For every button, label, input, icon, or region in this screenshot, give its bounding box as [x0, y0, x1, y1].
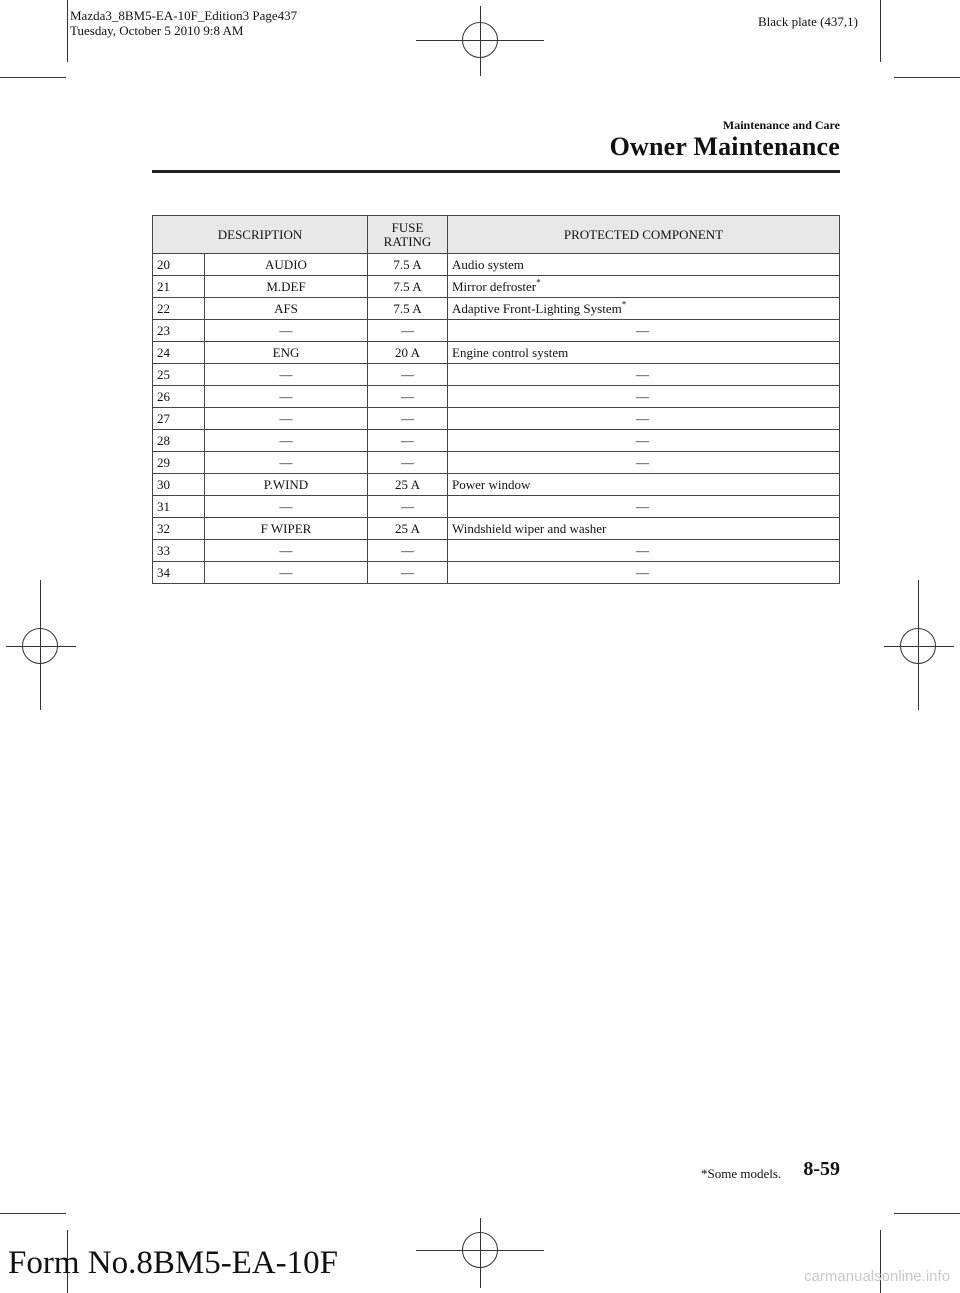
- fuse-rating: —: [368, 430, 448, 452]
- fuse-description: AFS: [205, 298, 368, 320]
- fuse-number: 23: [153, 320, 205, 342]
- table-row: [153, 254, 840, 276]
- component-text: Windshield wiper and washer: [452, 520, 607, 536]
- crop-mark: [880, 0, 881, 62]
- header-description: DESCRIPTION: [153, 216, 368, 254]
- protected-component: [448, 562, 840, 584]
- fuse-description: —: [205, 386, 368, 408]
- table-row: [153, 518, 840, 540]
- page-title: Owner Maintenance: [609, 132, 840, 161]
- footnote-star: *: [536, 277, 541, 288]
- table-row: [153, 408, 840, 430]
- component-text: Mirror defroster: [452, 278, 537, 294]
- fuse-rating: 7.5 A: [368, 298, 448, 320]
- protected-component: [448, 254, 840, 276]
- fuse-rating: 25 A: [368, 474, 448, 496]
- table-row: [153, 474, 840, 496]
- fuse-number: 32: [153, 518, 205, 540]
- component-text: Power window: [452, 476, 531, 492]
- fuse-rating: —: [368, 562, 448, 584]
- table-row: [153, 562, 840, 584]
- registration-mark-right: [900, 628, 936, 664]
- fuse-description: M.DEF: [205, 276, 368, 298]
- registration-mark-bottom: [462, 1232, 498, 1268]
- component-text: Adaptive Front-Lighting System: [452, 300, 622, 316]
- header-protected-component: PROTECTED COMPONENT: [448, 216, 840, 254]
- protected-component: [448, 540, 840, 562]
- slug-line-1: Mazda3_8BM5-EA-10F_Edition3 Page437: [70, 8, 298, 23]
- table-row: [153, 276, 840, 298]
- protected-component: [448, 342, 840, 364]
- fuse-description: P.WIND: [205, 474, 368, 496]
- fuse-rating: —: [368, 364, 448, 386]
- table-row: [153, 386, 840, 408]
- header-fuse-rating: [368, 216, 448, 254]
- fuse-rating: —: [368, 540, 448, 562]
- protected-component: [448, 496, 840, 518]
- registration-mark-left: [22, 628, 58, 664]
- fuse-description: AUDIO: [205, 254, 368, 276]
- crop-mark: [894, 1213, 960, 1214]
- protected-component: [448, 452, 840, 474]
- component-text: —: [636, 564, 649, 580]
- fuse-rating: 20 A: [368, 342, 448, 364]
- fuse-description: —: [205, 364, 368, 386]
- fuse-number: 33: [153, 540, 205, 562]
- fuse-number: 24: [153, 342, 205, 364]
- crop-mark: [0, 1213, 66, 1214]
- section-label: Maintenance and Care: [722, 118, 840, 132]
- header-rule: [152, 170, 840, 173]
- fuse-number: 22: [153, 298, 205, 320]
- protected-component: [448, 298, 840, 320]
- component-text: —: [636, 542, 649, 558]
- header-rating-line-1: FUSE: [391, 219, 424, 235]
- table-row: [153, 320, 840, 342]
- fuse-description: —: [205, 430, 368, 452]
- protected-component: [448, 474, 840, 496]
- protected-component: [448, 364, 840, 386]
- watermark: carmanualsonline.info: [804, 1268, 950, 1285]
- table-row: [153, 364, 840, 386]
- table-row: [153, 540, 840, 562]
- crop-mark: [894, 77, 960, 78]
- slug-line-2: Tuesday, October 5 2010 9:8 AM: [70, 23, 244, 38]
- protected-component: [448, 386, 840, 408]
- fuse-number: 27: [153, 408, 205, 430]
- print-slug: [70, 8, 297, 38]
- component-text: Engine control system: [452, 344, 569, 360]
- table-row: [153, 298, 840, 320]
- protected-component: [448, 518, 840, 540]
- fuse-number: 26: [153, 386, 205, 408]
- plate-label: Black plate (437,1): [758, 14, 858, 29]
- fuse-number: 31: [153, 496, 205, 518]
- component-text: —: [636, 454, 649, 470]
- fuse-number: 20: [153, 254, 205, 276]
- fuse-rating: —: [368, 452, 448, 474]
- protected-component: [448, 320, 840, 342]
- component-text: —: [636, 388, 649, 404]
- page-number: 8-59: [803, 1158, 840, 1180]
- fuse-rating: 7.5 A: [368, 254, 448, 276]
- component-text: —: [636, 366, 649, 382]
- protected-component: [448, 408, 840, 430]
- table-body: [153, 254, 840, 584]
- footnote-some-models: *Some models.: [701, 1166, 782, 1181]
- fuse-description: F WIPER: [205, 518, 368, 540]
- fuse-number: 29: [153, 452, 205, 474]
- form-number: Form No.8BM5-EA-10F: [8, 1245, 339, 1281]
- footnote-star: *: [621, 299, 627, 310]
- crop-mark: [67, 0, 68, 62]
- fuse-number: 25: [153, 364, 205, 386]
- component-text: —: [636, 432, 649, 448]
- fuse-number: 28: [153, 430, 205, 452]
- fuse-table: [152, 215, 840, 584]
- fuse-number: 34: [153, 562, 205, 584]
- component-text: —: [636, 322, 649, 338]
- protected-component: [448, 430, 840, 452]
- fuse-description: —: [205, 540, 368, 562]
- fuse-description: —: [205, 496, 368, 518]
- fuse-rating: —: [368, 386, 448, 408]
- fuse-description: —: [205, 408, 368, 430]
- fuse-rating: —: [368, 496, 448, 518]
- fuse-rating: —: [368, 320, 448, 342]
- fuse-rating: 25 A: [368, 518, 448, 540]
- registration-mark-top: [462, 22, 498, 58]
- header-rating-line-2: RATING: [383, 233, 432, 249]
- table-row: [153, 430, 840, 452]
- fuse-number: 21: [153, 276, 205, 298]
- fuse-description: —: [205, 320, 368, 342]
- fuse-rating: —: [368, 408, 448, 430]
- fuse-description: ENG: [205, 342, 368, 364]
- component-text: —: [636, 410, 649, 426]
- table-row: [153, 496, 840, 518]
- crop-mark: [0, 77, 66, 78]
- table-row: [153, 342, 840, 364]
- component-text: Audio system: [452, 256, 524, 272]
- protected-component: [448, 276, 840, 298]
- fuse-number: 30: [153, 474, 205, 496]
- fuse-description: —: [205, 452, 368, 474]
- table-row: [153, 452, 840, 474]
- component-text: —: [636, 498, 649, 514]
- fuse-description: —: [205, 562, 368, 584]
- table-header-row: [153, 216, 840, 254]
- fuse-rating: 7.5 A: [368, 276, 448, 298]
